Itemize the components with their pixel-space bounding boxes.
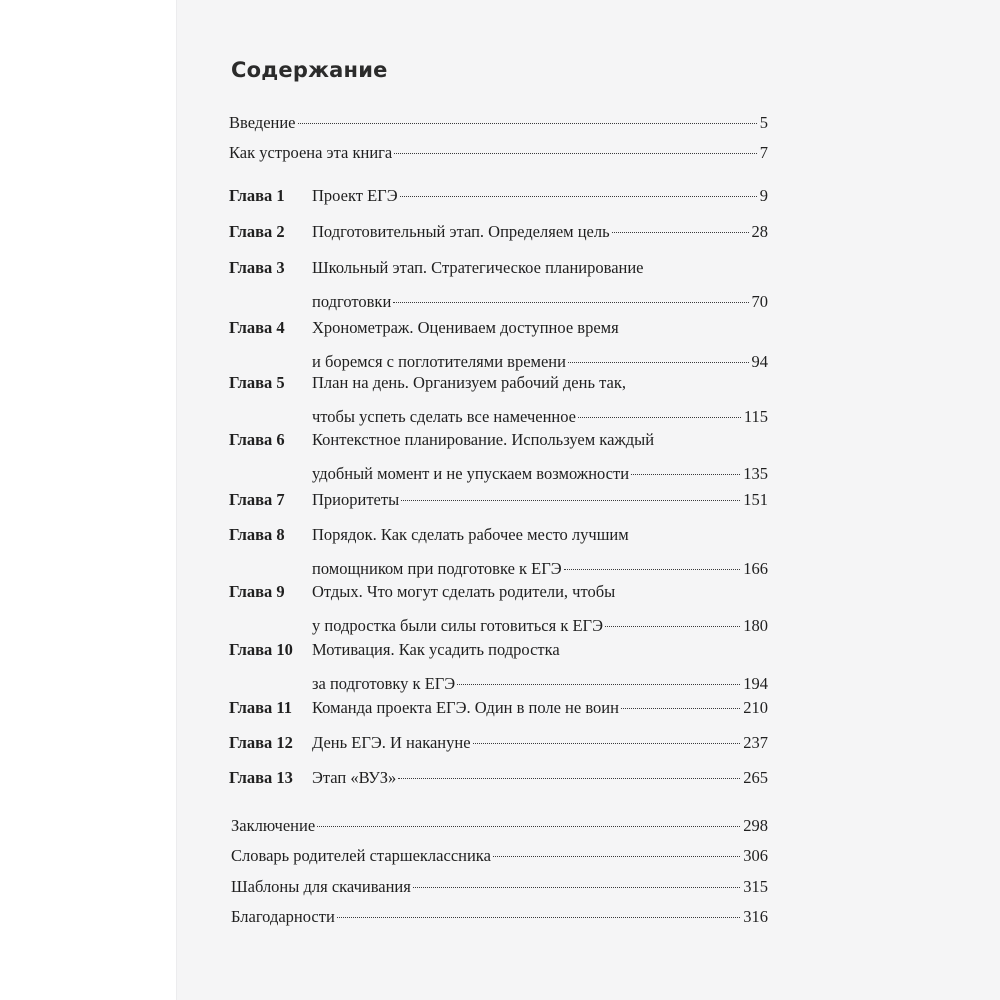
dot-leader <box>493 856 740 857</box>
dot-leader <box>298 123 757 124</box>
entry-line <box>229 113 768 133</box>
dot-leader <box>621 708 740 709</box>
toc-entry-back[interactable] <box>231 846 768 866</box>
dot-leader <box>612 232 749 233</box>
entry-line <box>229 559 768 579</box>
entry-line <box>229 407 768 427</box>
chapter-title-line: Порядок. Как сделать рабочее место лучшим <box>312 525 629 544</box>
entry-line <box>229 768 768 788</box>
toc-entry-chapter[interactable] <box>229 733 768 753</box>
page-number: 94 <box>751 352 768 371</box>
chapter-title-line: Хронометраж. Оцениваем доступное время <box>312 318 619 337</box>
dot-leader <box>337 917 740 918</box>
page-number: 315 <box>743 877 768 896</box>
dot-leader <box>568 362 749 363</box>
toc-entry-chapter[interactable] <box>229 490 768 510</box>
dot-leader <box>457 684 740 685</box>
page-number: 9 <box>759 186 768 205</box>
entry-line <box>229 698 768 718</box>
dot-leader <box>578 417 741 418</box>
entry-line <box>229 640 768 660</box>
chapter-title-line: за подготовку к ЕГЭ <box>312 674 456 693</box>
page-number: 265 <box>743 768 768 787</box>
chapter-title-line: План на день. Организуем рабочий день так, <box>312 373 626 392</box>
toc-entry-chapter[interactable] <box>229 640 768 694</box>
toc-entry-chapter[interactable] <box>229 768 768 788</box>
entry-title: Шаблоны для скачивания <box>231 877 411 896</box>
entry-line <box>229 733 768 753</box>
chapter-label: Глава 9 <box>229 582 285 601</box>
entry-line <box>229 258 768 278</box>
chapter-title-line: и боремся с поглотителями времени <box>312 352 566 371</box>
entry-line <box>229 373 768 393</box>
entry-line <box>229 186 768 206</box>
dot-leader <box>564 569 741 570</box>
toc-entry-chapter[interactable] <box>229 430 768 484</box>
dot-leader <box>413 887 740 888</box>
toc-entry-chapter[interactable] <box>229 222 768 242</box>
toc-entry-chapter[interactable] <box>229 525 768 579</box>
entry-line <box>229 292 768 312</box>
toc-entry-chapter[interactable] <box>229 186 768 206</box>
entry-title: Заключение <box>231 816 316 835</box>
toc-entry-back[interactable] <box>231 877 768 897</box>
chapter-label: Глава 4 <box>229 318 285 337</box>
chapter-title-line: Этап «ВУЗ» <box>312 768 397 787</box>
dot-leader <box>473 743 741 744</box>
page-number: 135 <box>743 464 768 483</box>
page-number: 180 <box>743 616 768 635</box>
entry-line <box>229 222 768 242</box>
chapter-label: Глава 10 <box>229 640 293 659</box>
chapter-title-line: Отдых. Что могут сделать родители, чтобы <box>312 582 616 601</box>
entry-line <box>231 877 768 897</box>
chapter-title-line: Приоритеты <box>312 490 400 509</box>
chapter-title-line: День ЕГЭ. И накануне <box>312 733 471 752</box>
page-number: 166 <box>743 559 768 578</box>
toc-entry-chapter[interactable] <box>229 698 768 718</box>
entry-line <box>231 846 768 866</box>
chapter-title-line: помощником при подготовке к ЕГЭ <box>312 559 562 578</box>
toc-entry-back[interactable] <box>231 816 768 836</box>
chapter-title-line: у подростка были силы готовиться к ЕГЭ <box>312 616 603 635</box>
toc-entry-back[interactable] <box>231 907 768 927</box>
page-number: 115 <box>743 407 768 426</box>
chapter-title-line: Подготовительный этап. Определяем цель <box>312 222 610 241</box>
dot-leader <box>605 626 740 627</box>
chapter-label: Глава 3 <box>229 258 285 277</box>
chapter-title-line: Школьный этап. Стратегическое планирование <box>312 258 644 277</box>
entry-line <box>229 464 768 484</box>
entry-line <box>229 674 768 694</box>
toc-entry-chapter[interactable] <box>229 318 768 372</box>
entry-line <box>229 490 768 510</box>
chapter-label: Глава 12 <box>229 733 293 752</box>
dot-leader <box>394 153 756 154</box>
chapter-label: Глава 11 <box>229 698 293 717</box>
dot-leader <box>401 500 740 501</box>
chapter-label: Глава 7 <box>229 490 285 509</box>
page-number: 151 <box>743 490 768 509</box>
dot-leader <box>393 302 748 303</box>
dot-leader <box>317 826 740 827</box>
chapter-label: Глава 13 <box>229 768 293 787</box>
page-number: 5 <box>759 113 768 132</box>
chapter-label: Глава 1 <box>229 186 285 205</box>
chapter-label: Глава 2 <box>229 222 285 241</box>
chapter-title-line: чтобы успеть сделать все намеченное <box>312 407 576 426</box>
chapter-label: Глава 8 <box>229 525 285 544</box>
page-number: 70 <box>751 292 768 311</box>
chapter-label: Глава 6 <box>229 430 285 449</box>
entry-title: Словарь родителей старшеклассника <box>231 846 491 865</box>
page-number: 7 <box>759 143 768 162</box>
page-number: 237 <box>743 733 768 752</box>
dot-leader <box>400 196 757 197</box>
entry-title: Благодарности <box>231 907 335 926</box>
chapter-title-line: Мотивация. Как усадить подростка <box>312 640 560 659</box>
entry-line <box>231 907 768 927</box>
toc-entry-chapter[interactable] <box>229 582 768 636</box>
page-number: 316 <box>743 907 768 926</box>
entry-title: Как устроена эта книга <box>229 143 393 162</box>
page-number: 210 <box>743 698 768 717</box>
entry-title: Введение <box>229 113 296 132</box>
entry-line <box>229 525 768 545</box>
entry-line <box>229 616 768 636</box>
toc-entry-chapter[interactable] <box>229 258 768 312</box>
page-number: 298 <box>743 816 768 835</box>
chapter-title-line: подготовки <box>312 292 392 311</box>
entry-line <box>229 582 768 602</box>
entry-line <box>229 352 768 372</box>
entry-line <box>229 430 768 450</box>
toc-entry-chapter[interactable] <box>229 373 768 427</box>
dot-leader <box>398 778 740 779</box>
chapter-title-line: Контекстное планирование. Используем каждый <box>312 430 655 449</box>
chapter-title-line: Проект ЕГЭ <box>312 186 398 205</box>
page-number: 306 <box>743 846 768 865</box>
entry-line <box>231 816 768 836</box>
toc-entry-front[interactable] <box>229 113 768 133</box>
chapter-title-line: Команда проекта ЕГЭ. Один в поле не воин <box>312 698 619 717</box>
entry-line <box>229 143 768 163</box>
page-title: Содержание <box>231 58 388 82</box>
toc-entry-front[interactable] <box>229 143 768 163</box>
page-number: 28 <box>751 222 768 241</box>
dot-leader <box>631 474 740 475</box>
entry-line <box>229 318 768 338</box>
page-number: 194 <box>743 674 768 693</box>
chapter-label: Глава 5 <box>229 373 285 392</box>
chapter-title-line: удобный момент и не упускаем возможности <box>312 464 630 483</box>
